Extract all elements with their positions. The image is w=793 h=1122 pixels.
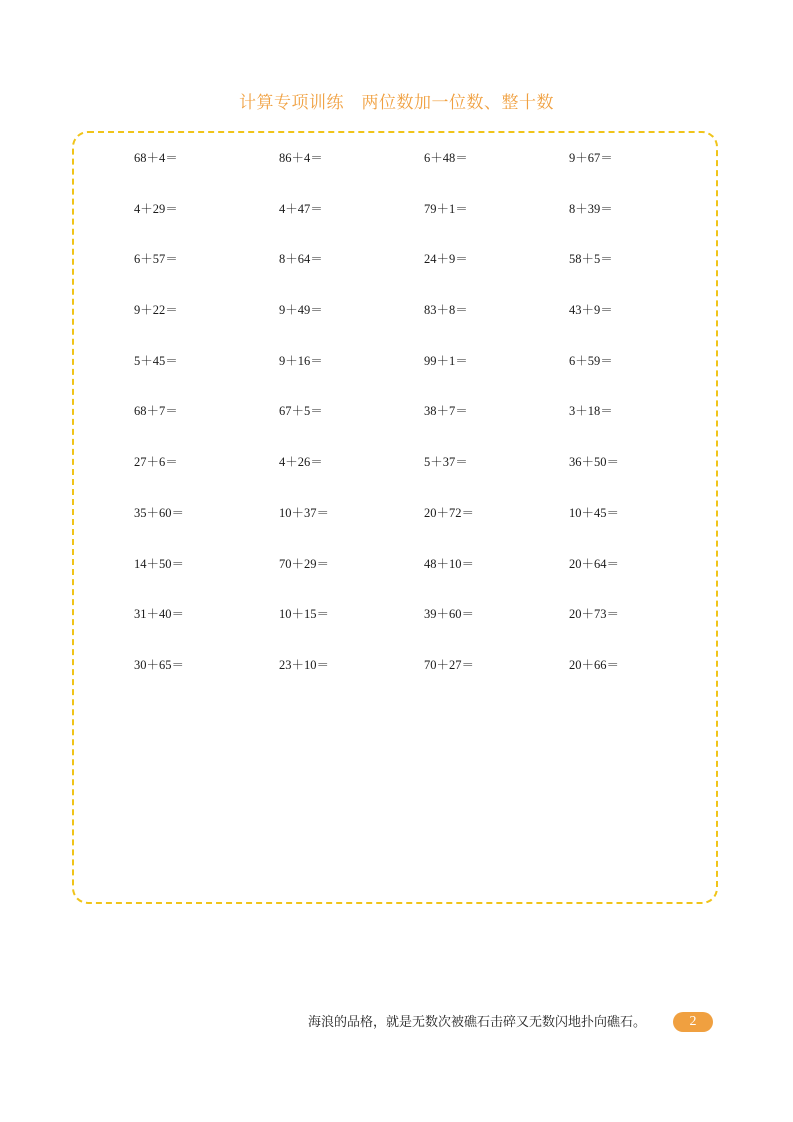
problem: 79＋1＝ <box>424 201 468 216</box>
problem: 31＋40＝ <box>134 607 185 622</box>
problem: 6＋57＝ <box>134 252 178 267</box>
problem: 83＋8＝ <box>424 303 468 318</box>
problem: 68＋4＝ <box>134 151 178 165</box>
problem: 6＋48＝ <box>424 151 468 165</box>
problem: 70＋27＝ <box>424 657 475 672</box>
problem: 9＋49＝ <box>279 303 323 318</box>
problem: 4＋29＝ <box>134 201 178 216</box>
problem: 38＋7＝ <box>424 404 468 419</box>
problem: 8＋39＝ <box>569 201 613 216</box>
problem: 58＋5＝ <box>569 252 613 267</box>
problem: 9＋16＝ <box>279 353 323 368</box>
problem: 35＋60＝ <box>134 505 185 520</box>
problem: 67＋5＝ <box>279 404 323 419</box>
footer-quote: 海浪的品格，就是无数次被礁石击碎又无数闪地扑向礁石。 <box>307 1015 646 1030</box>
page-title: 计算专项训练 两位数加一位数、整十数 <box>239 93 554 113</box>
problem: 10＋37＝ <box>279 505 330 520</box>
problem: 68＋7＝ <box>134 404 178 419</box>
problem: 3＋18＝ <box>569 404 613 419</box>
problem: 6＋59＝ <box>569 353 613 368</box>
problem: 36＋50＝ <box>569 455 620 470</box>
problem: 4＋26＝ <box>279 455 323 470</box>
problem: 20＋72＝ <box>424 505 475 520</box>
problem: 23＋10＝ <box>279 657 330 672</box>
problem: 9＋22＝ <box>134 303 178 318</box>
problem: 5＋37＝ <box>424 455 468 470</box>
problem: 14＋50＝ <box>134 556 185 571</box>
problem: 20＋73＝ <box>569 607 620 622</box>
problem: 9＋67＝ <box>569 151 613 165</box>
problem: 43＋9＝ <box>569 303 613 318</box>
problem-grid <box>134 148 714 706</box>
problem: 70＋29＝ <box>279 556 330 571</box>
page-number-badge: 2 <box>673 1012 713 1032</box>
problem: 5＋45＝ <box>134 353 178 368</box>
page-footer <box>0 1012 793 1034</box>
problem: 39＋60＝ <box>424 607 475 622</box>
problem: 20＋64＝ <box>569 556 620 571</box>
problem: 10＋45＝ <box>569 505 620 520</box>
problem: 99＋1＝ <box>424 353 468 368</box>
problem: 48＋10＝ <box>424 556 475 571</box>
problem: 10＋15＝ <box>279 607 330 622</box>
problem: 20＋66＝ <box>569 657 620 672</box>
problem: 30＋65＝ <box>134 657 185 672</box>
problem: 24＋9＝ <box>424 252 468 267</box>
problem: 86＋4＝ <box>279 151 323 165</box>
problem: 4＋47＝ <box>279 201 323 216</box>
problem: 27＋6＝ <box>134 455 178 470</box>
problem: 8＋64＝ <box>279 252 323 267</box>
